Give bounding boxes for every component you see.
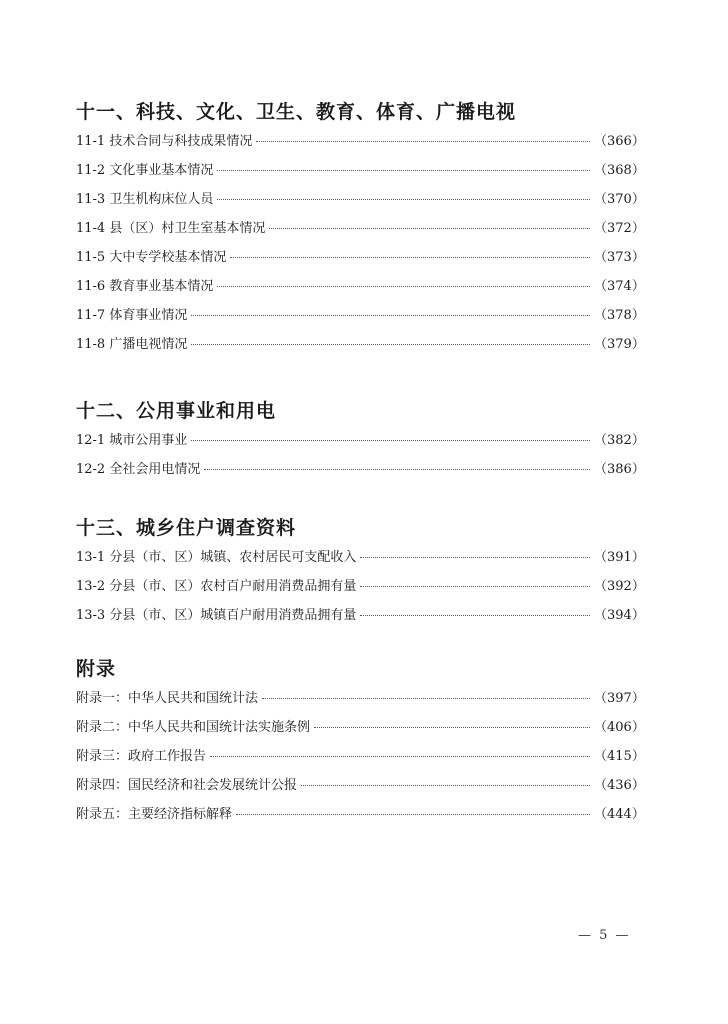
toc-entry[interactable] (76, 455, 645, 484)
dot-leader (191, 334, 590, 345)
toc-entry[interactable] (76, 214, 645, 243)
toc-section (76, 654, 645, 829)
toc-section (76, 396, 645, 484)
toc-entry-page: （436） (594, 778, 645, 793)
toc-entry-page: （392） (594, 579, 645, 594)
toc-entry[interactable] (76, 272, 645, 301)
toc-entry-label: 13-3 分县（市、区）城镇百户耐用消费品拥有量 (76, 608, 357, 623)
section-title: 十二、公用事业和用电 (76, 400, 277, 422)
dot-leader (217, 276, 590, 287)
toc-entry-page: （415） (594, 749, 645, 764)
dot-leader (210, 746, 590, 757)
toc-entry-label: 11-6 教育事业基本情况 (76, 279, 214, 294)
dot-leader (314, 717, 590, 728)
toc-entry-page: （391） (594, 550, 645, 565)
toc-entry[interactable] (76, 426, 645, 455)
toc-entry-label: 11-7 体育事业情况 (76, 308, 188, 323)
toc-entry-label: 12-2 全社会用电情况 (76, 462, 201, 477)
toc-entry-page: （397） (594, 691, 645, 706)
dot-leader (360, 547, 590, 558)
dot-leader (301, 775, 590, 786)
toc-entry-label: 11-5 大中专学校基本情况 (76, 250, 227, 265)
toc-entry-label: 11-1 技术合同与科技成果情况 (76, 134, 253, 149)
toc-entry-label: 附录一：中华人民共和国统计法 (76, 691, 259, 706)
toc-entry-label: 附录三：政府工作报告 (76, 749, 207, 764)
dot-leader (230, 247, 590, 258)
toc-entry-label: 11-8 广播电视情况 (76, 337, 188, 352)
dot-leader (191, 305, 590, 316)
toc-entry-page: （379） (594, 337, 645, 352)
toc-entry[interactable] (76, 684, 645, 713)
toc-entry-label: 附录二：中华人民共和国统计法实施条例 (76, 720, 311, 735)
toc-entry[interactable] (76, 713, 645, 742)
section-title: 十三、城乡住户调查资料 (76, 517, 297, 539)
toc-entry[interactable] (76, 301, 645, 330)
dot-leader (236, 804, 590, 815)
toc-entry[interactable] (76, 156, 645, 185)
toc-entry-label: 12-1 城市公用事业 (76, 433, 188, 448)
toc-entry-label: 附录五：主要经济指标解释 (76, 807, 233, 822)
toc-entry[interactable] (76, 572, 645, 601)
toc-entry[interactable] (76, 243, 645, 272)
toc-entry-label: 13-2 分县（市、区）农村百户耐用消费品拥有量 (76, 579, 357, 594)
page-number: — 5 — (578, 928, 631, 943)
section-title: 附录 (76, 658, 117, 680)
dot-leader (217, 160, 590, 171)
toc-entry[interactable] (76, 543, 645, 572)
toc-entry-label: 11-3 卫生机构床位人员 (76, 192, 214, 207)
toc-entry[interactable] (76, 127, 645, 156)
toc-entry-page: （378） (594, 308, 645, 323)
toc-entry-page: （386） (594, 462, 645, 477)
toc-entry-label: 附录四：国民经济和社会发展统计公报 (76, 778, 298, 793)
toc-entry[interactable] (76, 185, 645, 214)
toc-entry[interactable] (76, 742, 645, 771)
toc-entry-page: （370） (594, 192, 645, 207)
toc-entry-label: 11-2 文化事业基本情况 (76, 163, 214, 178)
toc-entry[interactable] (76, 601, 645, 630)
dot-leader (217, 189, 590, 200)
toc-entry-page: （382） (594, 433, 645, 448)
dot-leader (191, 430, 590, 441)
dot-leader (204, 459, 590, 470)
section-title: 十一、科技、文化、卫生、教育、体育、广播电视 (76, 101, 517, 123)
toc-entry-page: （366） (594, 134, 645, 149)
dot-leader (256, 131, 590, 142)
toc-entry-page: （372） (594, 221, 645, 236)
toc-section (76, 513, 645, 630)
toc-entry-page: （444） (594, 807, 645, 822)
toc-section (76, 97, 645, 359)
dot-leader (360, 576, 590, 587)
toc-entry[interactable] (76, 771, 645, 800)
dot-leader (262, 688, 590, 699)
toc-entry-page: （394） (594, 608, 645, 623)
toc-entry-page: （368） (594, 163, 645, 178)
toc-entry[interactable] (76, 330, 645, 359)
toc-entry-label: 11-4 县（区）村卫生室基本情况 (76, 221, 266, 236)
dot-leader (360, 605, 590, 616)
toc-entry-page: （374） (594, 279, 645, 294)
toc-entry-page: （406） (594, 720, 645, 735)
toc-entry-page: （373） (594, 250, 645, 265)
toc-entry[interactable] (76, 800, 645, 829)
toc-entry-label: 13-1 分县（市、区）城镇、农村居民可支配收入 (76, 550, 357, 565)
dot-leader (269, 218, 590, 229)
